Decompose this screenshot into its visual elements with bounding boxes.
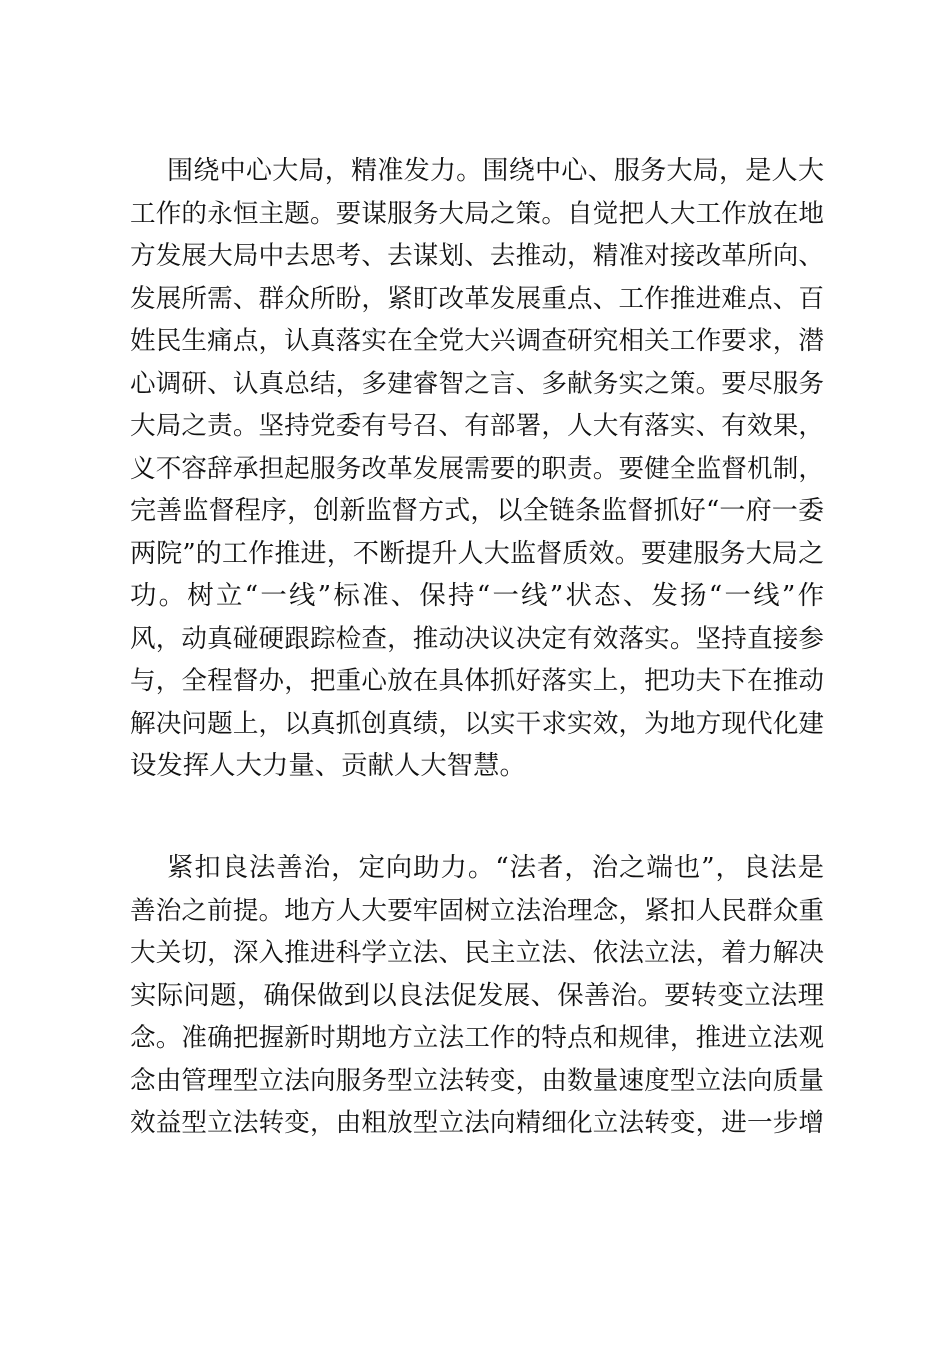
- text-line: 善治之前提。地方人大要牢固树立法治理念，紧扣人民群众重: [130, 895, 824, 926]
- text-line: 工作的永恒主题。要谋服务大局之策。自觉把人大工作放在地: [130, 198, 824, 229]
- text-line: 心调研、认真总结，多建睿智之言、多献务实之策。要尽服务: [130, 368, 824, 399]
- text-line: 义不容辞承担起服务改革发展需要的职责。要健全监督机制，: [130, 453, 824, 484]
- text-line: 两院”的工作推进，不断提升人大监督质效。要建服务大局之: [130, 538, 824, 569]
- text-line: 功。树立“一线”标准、保持“一线”状态、发扬“一线”作: [130, 580, 824, 611]
- text-line: 完善监督程序，创新监督方式，以全链条监督抓好“一府一委: [130, 496, 824, 526]
- text-line: 念。准确把握新时期地方立法工作的特点和规律，推进立法观: [130, 1023, 824, 1053]
- text-line: 方发展大局中去思考、去谋划、去推动，精准对接改革所向、: [130, 241, 824, 271]
- paragraph-good-law-governance: [130, 847, 824, 1145]
- text-line: 大局之责。坚持党委有号召、有部署，人大有落实、有效果，: [130, 411, 824, 441]
- text-line: 效益型立法转变，由粗放型立法向精细化立法转变，进一步增: [130, 1108, 824, 1138]
- text-line: 设发挥人大力量、贡献人大智慧。: [130, 750, 526, 781]
- text-line: 风，动真碰硬跟踪检查，推动决议决定有效落实。坚持直接参: [130, 623, 824, 654]
- text-line: 念由管理型立法向服务型立法转变，由数量速度型立法向质量: [130, 1065, 824, 1096]
- text-line: 发展所需、群众所盼，紧盯改革发展重点、工作推进难点、百: [130, 283, 824, 314]
- text-line: 围绕中心大局，精准发力。围绕中心、服务大局，是人大: [167, 156, 824, 186]
- text-line: 解决问题上，以真抓创真绩，以实干求实效，为地方现代化建: [130, 708, 824, 739]
- text-line: 紧扣良法善治，定向助力。“法者，治之端也”，良法是: [167, 852, 824, 883]
- text-line: 大关切，深入推进科学立法、民主立法、依法立法，着力解决: [130, 938, 824, 968]
- text-line: 与，全程督办，把重心放在具体抓好落实上，把功夫下在推动: [130, 666, 824, 696]
- paragraph-central-overall-situation: [130, 150, 824, 788]
- text-line: 姓民生痛点，认真落实在全党大兴调查研究相关工作要求，潜: [130, 326, 824, 356]
- text-line: 实际问题，确保做到以良法促发展、保善治。要转变立法理: [130, 979, 824, 1011]
